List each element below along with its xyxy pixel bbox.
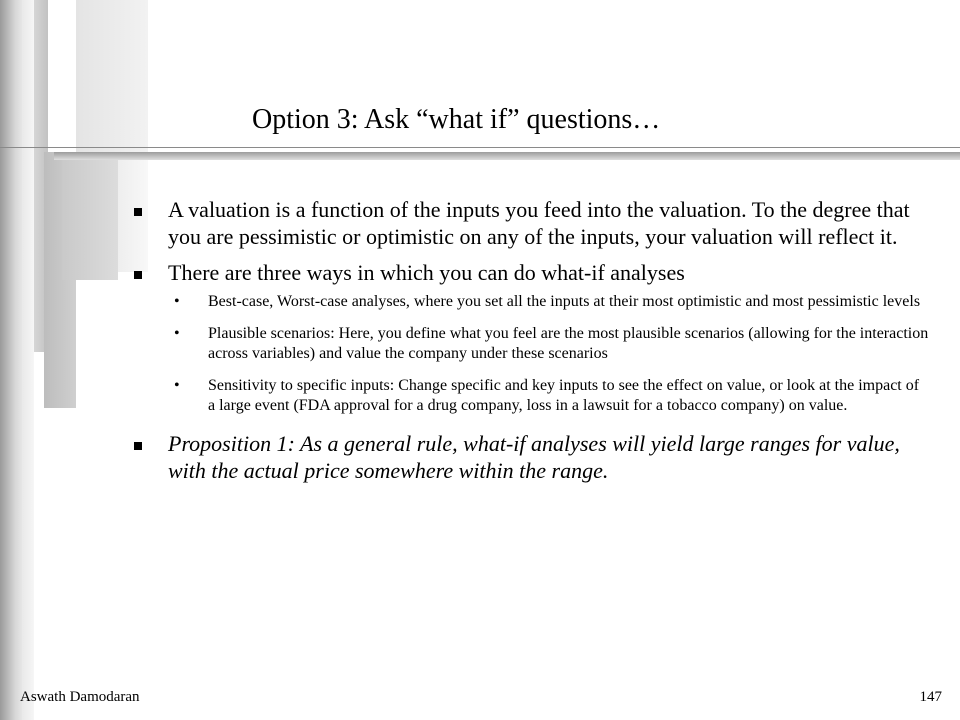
dot-bullet-icon: • [174, 293, 180, 310]
bullet-valuation-inputs [130, 196, 930, 250]
sub-bullet-plausible-scenarios [130, 324, 930, 364]
title-rule-thick [54, 152, 960, 160]
dot-bullet-icon: • [174, 325, 180, 342]
sub-bullet-text: Best-case, Worst-case analyses, where you set all the inputs at their most optimistic and most pessimistic levels [208, 293, 921, 310]
decor-bar-inner [62, 160, 118, 280]
slide-title: Option 3: Ask “what if” questions… [252, 104, 661, 135]
title-rule-thin [0, 147, 960, 148]
sub-bullet-text: Plausible scenarios: Here, you define what you feel are the most plausible scenarios (allowing for the interaction across variables) and value the company under these scenarios [208, 325, 929, 362]
footer-author: Aswath Damodaran [20, 689, 140, 705]
sub-bullet-text: Sensitivity to specific inputs: Change specific and key inputs to see the effect on value, or look at the impact of a large event (FDA approval for a drug company, loss in a lawsuit for a tobacco company) on value. [208, 377, 920, 414]
page-number: 147 [919, 689, 942, 705]
sub-bullet-best-worst-case [130, 292, 930, 312]
bullet-text: A valuation is a function of the inputs you feed into the valuation. To the degree that you are pessimistic or optimistic on any of the inputs, your valuation will reflect it. [168, 197, 910, 249]
bullet-text: There are three ways in which you can do what-if analyses [168, 260, 685, 285]
square-bullet-icon [134, 208, 142, 216]
square-bullet-icon [134, 442, 142, 450]
bullet-what-if-ways [130, 259, 930, 286]
sub-bullet-sensitivity [130, 376, 930, 416]
square-bullet-icon [134, 271, 142, 279]
bullet-text: Proposition 1: As a general rule, what-if analyses will yield large ranges for value, with the actual price somewhere within the range. [168, 431, 900, 483]
decor-bar-left [0, 0, 22, 720]
decor-bar-light [22, 0, 34, 720]
sub-bullet-list-container [130, 292, 930, 416]
slide-content [130, 196, 930, 484]
sub-bullet-list [130, 292, 930, 416]
decor-bar-top [76, 0, 148, 152]
dot-bullet-icon: • [174, 377, 180, 394]
bullet-proposition-1 [130, 430, 930, 484]
